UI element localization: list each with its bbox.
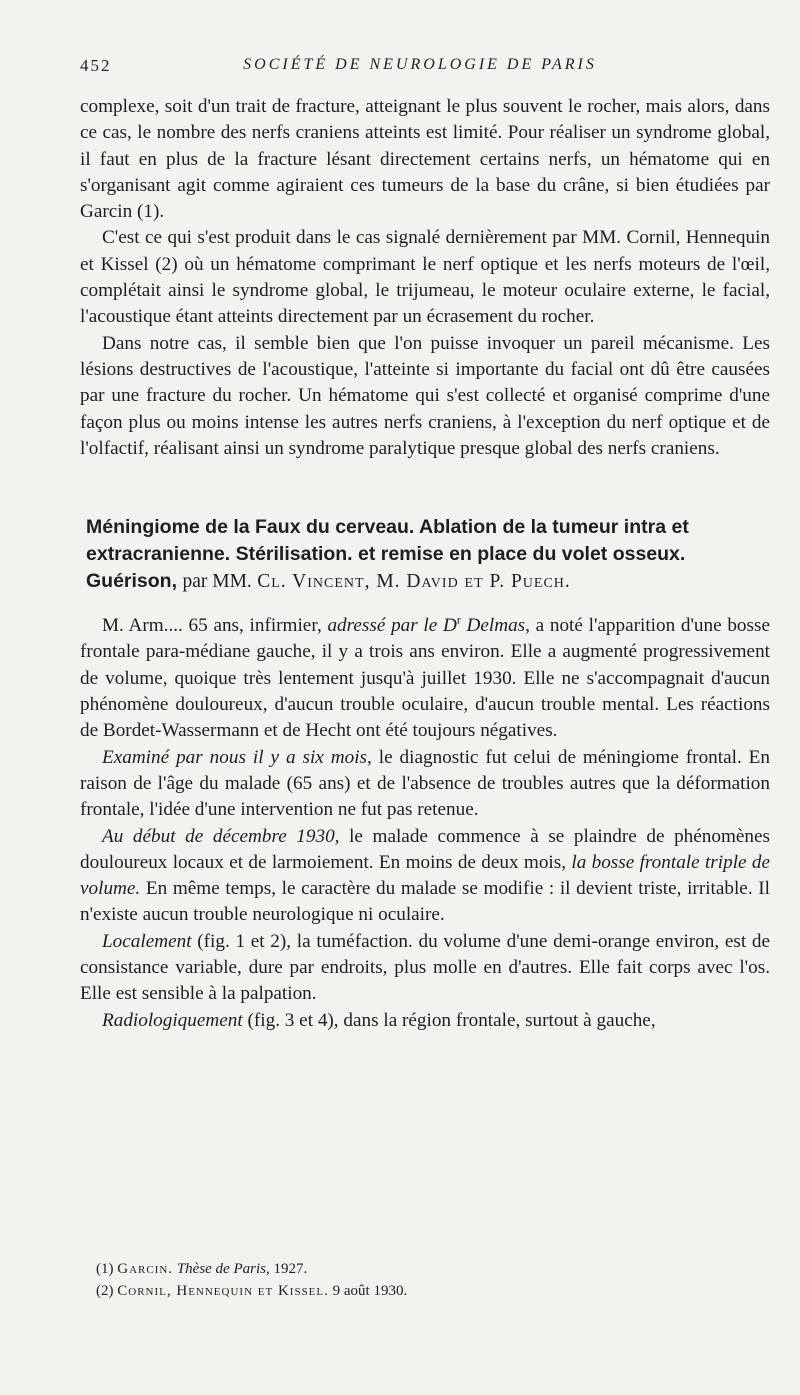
case-p1-lead: M. Arm.... 65 ans, infirmier, (102, 615, 328, 637)
footnote-2-date: 9 août 1930. (332, 1283, 408, 1299)
case-p3-italic2: la bosse frontale triple de volume. (80, 851, 770, 900)
page-number: 452 (80, 56, 112, 75)
case-p1-rest: a noté l'apparition d'une bosse frontale para-médiane gauche, il y a trois ans environ. Elle a augmenté progressivement de volume, quoique très lentement jusqu'à juillet 1930. Elle ne s'accompagnait d'aucun phénomène douloureux, d'aucun trouble oculaire, d'aucun trouble mental. Les réactions de Bordet-Wassermann et de Hecht ont été toujours négatives. (80, 615, 770, 742)
case-p1-sup: r (456, 612, 461, 627)
running-head (80, 56, 760, 82)
case-p4-italic: Localement (102, 930, 192, 952)
footnote-2 (96, 1280, 756, 1302)
case-p3-mid: le malade commence à se plaindre de phénomènes douloureux locaux et de larmoiement. En moins de deux mois, (80, 825, 770, 873)
footnotes (96, 1258, 756, 1302)
footnote-2-number: (2) (96, 1283, 114, 1299)
section-authors: Cl. Vincent, M. David et P. Puech. (257, 571, 571, 593)
case-p1-italic: adressé par le D (327, 615, 457, 637)
section-heading (80, 514, 770, 595)
running-title: SOCIÉTÉ DE NEUROLOGIE DE PARIS (243, 56, 597, 73)
case-p1-italic2: Delmas, (460, 615, 530, 637)
case-p4-rest: (fig. 1 et 2), la tuméfaction. du volume d'une demi-orange environ, est de consistance variable, dure par endroits, plus molle en d'autres. Elle fait corps avec l'os. Elle est sensible à la palpation. (80, 930, 770, 1005)
paragraph-intro-2: C'est ce qui s'est produit dans le cas signalé dernièrement par MM. Cornil, Hennequin et Kissel (2) où un hématome comprimant le nerf optique et les nerfs moteurs de l'œil, complétait ainsi le syndrome global, le trijumeau, le moteur oculaire externe, le facial, l'acoustique étant atteints directement par un écrasement du rocher. (80, 227, 770, 328)
paragraph-intro-1: complexe, soit d'un trait de fracture, atteignant le plus souvent le rocher, mais alors, dans ce cas, le nombre des nerfs craniens atteints est limité. Pour réaliser un syndrome global, il faut en plus de la fracture lésant directement certains nerfs, un hématome qui en s'organisant agit comme agiraient ces tumeurs de la base du crâne, si bien étudiées par Garcin (1). (80, 96, 770, 223)
footnote-1-year: 1927. (273, 1261, 308, 1277)
footnote-1-title: Thèse de Paris, (176, 1261, 270, 1277)
case-p3-italic: Au début de décembre 1930, (102, 825, 340, 847)
case-p5-italic: Radiologiquement (102, 1009, 243, 1031)
footnote-1 (96, 1258, 756, 1280)
case-p2-italic: Examiné par nous il y a six mois, (102, 746, 372, 768)
section-by: par MM. (182, 571, 252, 593)
case-paragraph-5 (80, 1008, 770, 1034)
case-paragraph-3 (80, 824, 770, 929)
section-title: Méningiome de la Faux du cerveau. Ablation de la tumeur intra et extracranienne. Stérilisation. et remise en place du volet osseux. Guérison, (86, 516, 689, 593)
footnote-1-number: (1) (96, 1261, 114, 1277)
paragraph-intro-3: Dans notre cas, il semble bien que l'on puisse invoquer un pareil mécanisme. Les lésions destructives de l'acoustique, l'atteinte si importante du facial ont dû être causées par une fracture du rocher. Un hématome qui s'est collecté et organisé comprime d'une façon plus ou moins intense les autres nerfs craniens, à l'exception du nerf optique et de l'olfactif, réalisant ainsi un syndrome paralytique presque global des nerfs craniens. (80, 332, 770, 459)
case-p2-rest: le diagnostic fut celui de méningiome frontal. En raison de l'âge du malade (65 ans) et de l'absence de troubles autres que la déformation frontale, l'idée d'une intervention ne fut pas retenue. (80, 746, 770, 821)
body-text (80, 94, 770, 1034)
case-paragraph-2 (80, 745, 770, 824)
footnote-2-authors: Cornil, Hennequin et Kissel. (117, 1283, 329, 1299)
case-p3-rest: En même temps, le caractère du malade se modifie : il devient triste, irritable. Il n'existe aucun trouble neurologique ni oculaire. (80, 878, 770, 926)
case-p5-rest: (fig. 3 et 4), dans la région frontale, surtout à gauche, (242, 1009, 656, 1031)
case-paragraph-1 (80, 613, 770, 744)
case-paragraph-4 (80, 929, 770, 1008)
footnote-1-author: Garcin. (117, 1261, 174, 1277)
